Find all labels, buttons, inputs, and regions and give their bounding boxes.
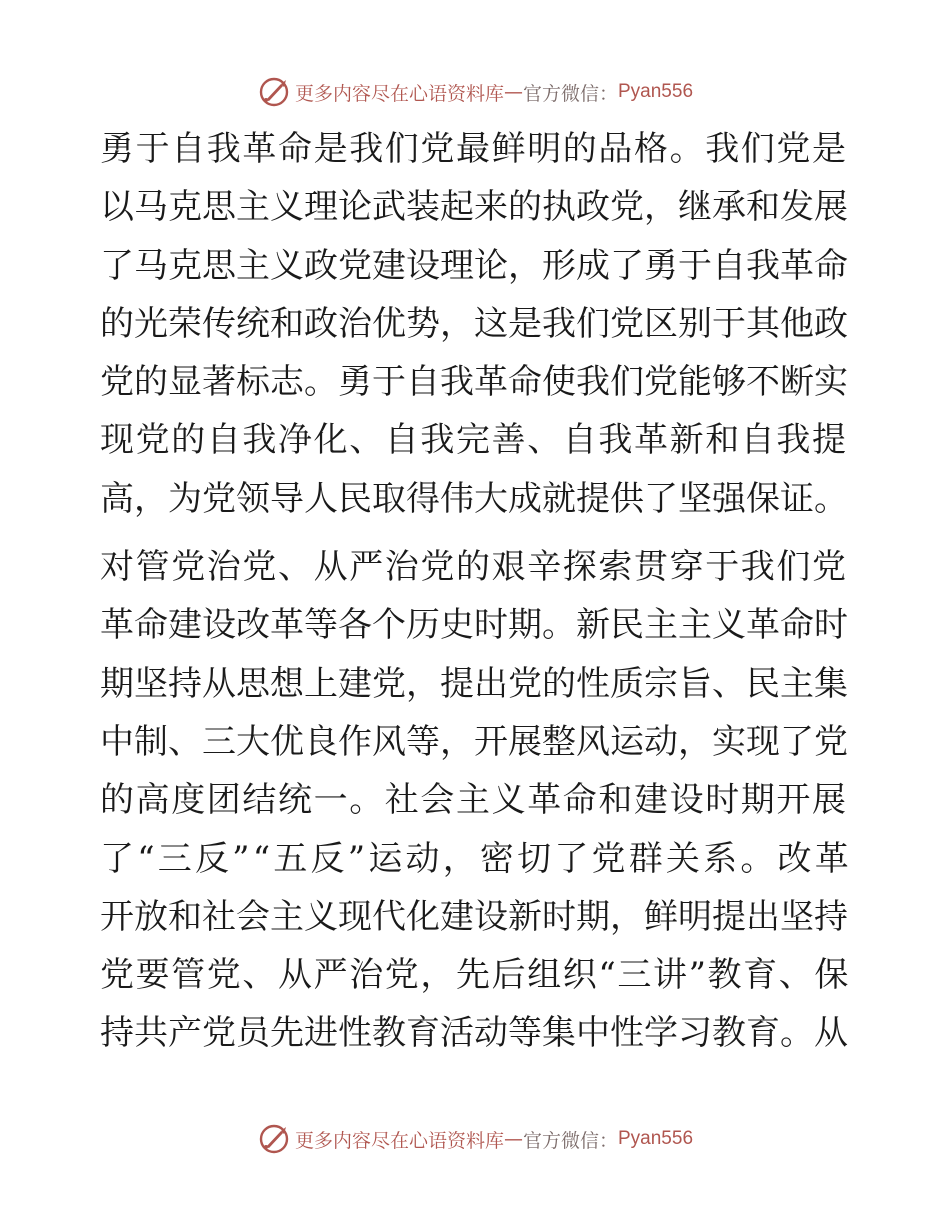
text-line: 党的显著标志。勇于自我革命使我们党能够不断实 xyxy=(100,362,848,403)
text-line: 高，为党领导人民取得伟大成就提供了坚强保证。 xyxy=(100,478,848,519)
quill-logo-icon xyxy=(257,1122,291,1156)
site-name: 更多内容尽在心语资料库 xyxy=(294,1129,504,1152)
wechat-label: 官方微信： xyxy=(522,1129,618,1152)
text-line: 了马克思主义政党建设理论，形成了勇于自我革命 xyxy=(100,245,848,286)
header-banner xyxy=(0,72,950,112)
wechat-id: Pyan556 xyxy=(618,1128,694,1149)
text-line: 勇于自我革命是我们党最鲜明的品格。我们党是 xyxy=(100,129,848,169)
wechat-id: Pyan556 xyxy=(618,81,694,102)
text-line: 党要管党、从严治党，先后组织“三讲”教育、保 xyxy=(100,955,850,996)
banner-separator: — xyxy=(503,81,523,103)
text-line: 持共产党员先进性教育活动等集中性学习教育。从 xyxy=(100,1013,848,1054)
text-line: 了“三反”“五反”运动，密切了党群关系。改革 xyxy=(100,838,852,879)
wechat-label: 官方微信： xyxy=(522,82,618,105)
text-line: 开放和社会主义现代化建设新时期，鲜明提出坚持 xyxy=(100,896,848,937)
quill-logo-icon xyxy=(257,75,291,109)
paragraph-1 xyxy=(100,120,850,528)
paragraph-2 xyxy=(100,538,850,1063)
text-line: 期坚持从思想上建党，提出党的性质宗旨、民主集 xyxy=(100,663,848,704)
site-name: 更多内容尽在心语资料库 xyxy=(294,82,504,105)
text-line: 以马克思主义理论武装起来的执政党，继承和发展 xyxy=(100,187,848,228)
text-line: 革命建设改革等各个历史时期。新民主主义革命时 xyxy=(100,605,848,646)
text-line: 的高度团结统一。社会主义革命和建设时期开展 xyxy=(100,780,848,821)
text-line: 对管党治党、从严治党的艰辛探索贯穿于我们党 xyxy=(100,547,848,588)
text-line: 中制、三大优良作风等，开展整风运动，实现了党 xyxy=(100,721,848,762)
text-line: 现党的自我净化、自我完善、自我革新和自我提 xyxy=(100,420,848,461)
document-body xyxy=(100,120,850,1063)
banner-separator: — xyxy=(503,1128,523,1150)
footer-banner xyxy=(0,1119,950,1159)
text-line: 的光荣传统和政治优势，这是我们党区别于其他政 xyxy=(100,303,848,344)
